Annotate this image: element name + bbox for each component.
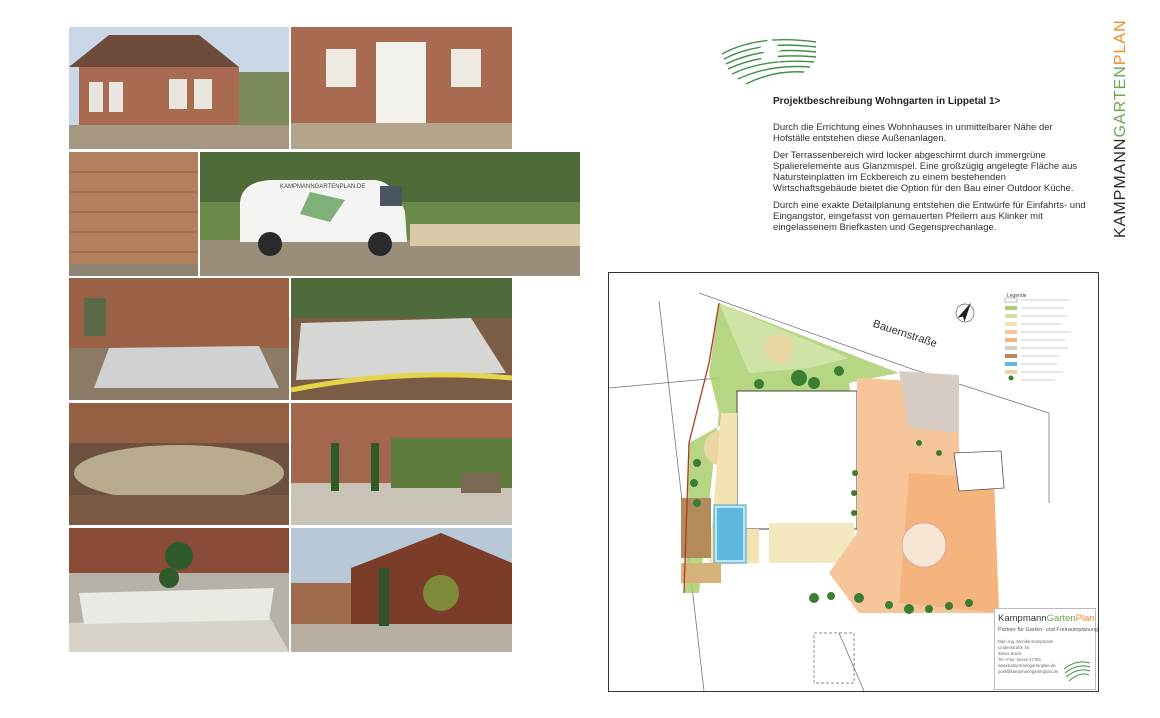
company-logo <box>718 28 822 90</box>
address-line: Tel +Fax: 0xxxx-17761 <box>998 657 1042 662</box>
address-line: post@kampmanngartenplan.de <box>998 669 1059 674</box>
stamp-name-kampmann: Kampmann <box>998 613 1047 624</box>
plan-legend-title: Legende <box>1007 293 1027 299</box>
brand-part-kampmann: KAMPMANN <box>1112 137 1129 238</box>
photo-stone-terrace-base <box>69 278 289 400</box>
vertical-brand-wordmark <box>1112 19 1130 238</box>
photo-terrace-slab <box>291 278 512 400</box>
photo-brick-wall <box>69 152 198 276</box>
garden-site-plan <box>608 272 1099 692</box>
photo-courtyard-seating <box>291 403 512 525</box>
stamp-tagline: Partner für Garten- und Freiraumplanung <box>998 627 1098 633</box>
photo-entrance-door <box>291 27 512 149</box>
project-description <box>773 122 1091 239</box>
stamp-logo-icon <box>1062 655 1092 685</box>
van-lettering: KAMPMANNGARTENPLAN.DE <box>280 184 366 190</box>
street-label: Bauernstraße <box>871 318 939 351</box>
address-line: 48xxx Soest <box>998 651 1022 656</box>
stamp-name-plan: Plan <box>1075 613 1095 624</box>
stamp-name-garten: Garten <box>1046 613 1076 624</box>
address-line: www.kampmanngartenplan.de <box>998 663 1056 668</box>
description-paragraph: Der Terrassenbereich wird locker abgeschirmt durch immergrüne Spalierelemente aus Glanzmispel. Eine großzügig angelegte Fläche aus Natursteinplatten im Eckbereich zu einem bestehenden Wirtschaftsgebäude bietet die Option für den Bau einer Outdoor Küche. <box>773 150 1078 194</box>
photo-timber-house-garden <box>291 528 512 652</box>
brand-part-garten: GARTEN <box>1112 65 1129 138</box>
photo-house-facade <box>69 27 289 149</box>
address-line: Lindenstraße 45 <box>998 645 1030 650</box>
photo-circular-paving <box>69 403 289 525</box>
title-block-stamp <box>994 608 1096 690</box>
stamp-address <box>998 639 1062 675</box>
description-paragraph: Durch die Errichtung eines Wohnhauses in unmittelbarer Nähe der Hofställe entstehen diese Außenanlagen. <box>773 122 1053 144</box>
project-title: Projektbeschreibung Wohngarten in Lippetal 1> <box>773 96 1001 107</box>
photo-company-van <box>200 152 580 276</box>
stamp-company-name <box>998 613 1095 624</box>
photo-bonsai-planter <box>69 528 289 652</box>
description-paragraph: Durch eine exakte Detailplanung entstehen die Entwürfe für Einfahrts- und Eingangstor, eingefasst von gemauerten Pfeilern aus Klinker mit eingelassenem Briefkasten und Gegensprechanlage. <box>773 200 1086 233</box>
address-line: Dipl.-Ing. Monika Kampmann <box>998 639 1054 644</box>
brand-part-plan: PLAN <box>1112 19 1129 66</box>
